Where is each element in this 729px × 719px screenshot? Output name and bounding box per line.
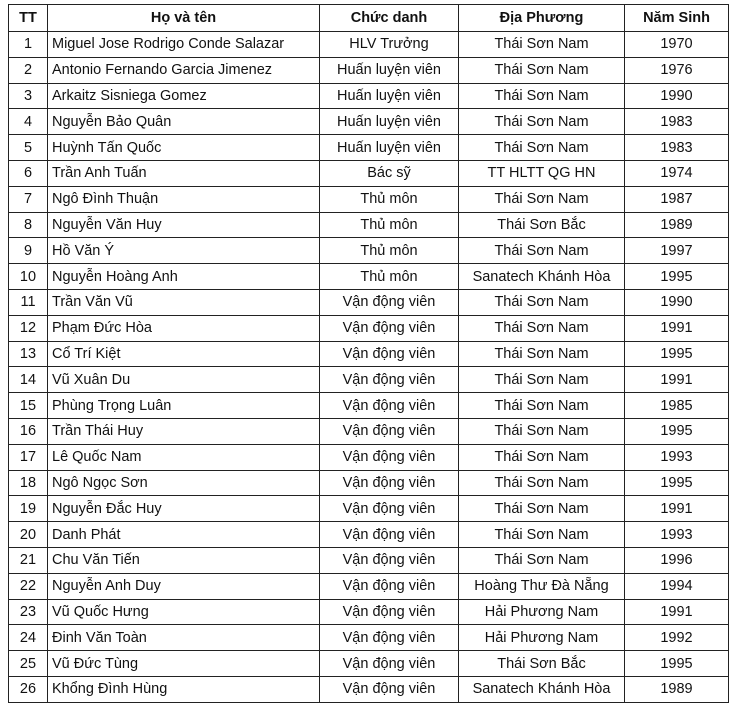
table-row xyxy=(9,341,729,367)
cell-tt: 14 xyxy=(9,367,48,393)
table-row xyxy=(9,57,729,83)
cell-name: Vũ Xuân Du xyxy=(48,367,320,393)
cell-tt: 3 xyxy=(9,83,48,109)
header-row xyxy=(9,5,729,32)
table-row xyxy=(9,367,729,393)
cell-tt: 13 xyxy=(9,341,48,367)
cell-name: Trần Văn Vũ xyxy=(48,289,320,315)
cell-year: 1995 xyxy=(625,470,729,496)
table-row xyxy=(9,83,729,109)
table-row xyxy=(9,444,729,470)
cell-role: Vận động viên xyxy=(320,599,459,625)
cell-year: 1974 xyxy=(625,160,729,186)
cell-place: Thái Sơn Nam xyxy=(459,289,625,315)
cell-year: 1983 xyxy=(625,109,729,135)
cell-place: Thái Sơn Nam xyxy=(459,57,625,83)
cell-place: Thái Sơn Nam xyxy=(459,315,625,341)
cell-role: Vận động viên xyxy=(320,470,459,496)
cell-name: Trần Anh Tuấn xyxy=(48,160,320,186)
cell-place: TT HLTT QG HN xyxy=(459,160,625,186)
cell-year: 1991 xyxy=(625,599,729,625)
cell-role: Bác sỹ xyxy=(320,160,459,186)
cell-year: 1991 xyxy=(625,496,729,522)
table-body xyxy=(9,32,729,703)
table-row xyxy=(9,676,729,702)
cell-name: Vũ Quốc Hưng xyxy=(48,599,320,625)
cell-tt: 26 xyxy=(9,676,48,702)
table-header xyxy=(9,5,729,32)
cell-place: Thái Sơn Nam xyxy=(459,83,625,109)
cell-role: Huấn luyện viên xyxy=(320,135,459,161)
table-row xyxy=(9,109,729,135)
table-row xyxy=(9,393,729,419)
cell-role: Vận động viên xyxy=(320,625,459,651)
cell-name: Phùng Trọng Luân xyxy=(48,393,320,419)
cell-year: 1987 xyxy=(625,186,729,212)
header-year: Năm Sinh xyxy=(625,5,729,32)
cell-place: Thái Sơn Nam xyxy=(459,238,625,264)
cell-place: Thái Sơn Nam xyxy=(459,367,625,393)
table-row xyxy=(9,625,729,651)
cell-place: Thái Sơn Bắc xyxy=(459,212,625,238)
cell-role: Vận động viên xyxy=(320,367,459,393)
cell-place: Thái Sơn Nam xyxy=(459,109,625,135)
cell-role: Vận động viên xyxy=(320,315,459,341)
cell-place: Thái Sơn Nam xyxy=(459,135,625,161)
cell-name: Nguyễn Hoàng Anh xyxy=(48,264,320,290)
cell-role: Vận động viên xyxy=(320,289,459,315)
cell-place: Thái Sơn Nam xyxy=(459,496,625,522)
cell-name: Ngô Đình Thuận xyxy=(48,186,320,212)
table-row xyxy=(9,470,729,496)
cell-tt: 4 xyxy=(9,109,48,135)
cell-place: Thái Sơn Nam xyxy=(459,393,625,419)
cell-name: Nguyễn Văn Huy xyxy=(48,212,320,238)
header-tt: TT xyxy=(9,5,48,32)
cell-tt: 25 xyxy=(9,651,48,677)
cell-tt: 12 xyxy=(9,315,48,341)
header-name: Họ và tên xyxy=(48,5,320,32)
cell-tt: 23 xyxy=(9,599,48,625)
cell-tt: 18 xyxy=(9,470,48,496)
cell-tt: 19 xyxy=(9,496,48,522)
cell-name: Antonio Fernando Garcia Jimenez xyxy=(48,57,320,83)
table-row xyxy=(9,599,729,625)
cell-place: Thái Sơn Bắc xyxy=(459,651,625,677)
table-row xyxy=(9,160,729,186)
cell-name: Ngô Ngọc Sơn xyxy=(48,470,320,496)
header-place: Địa Phương xyxy=(459,5,625,32)
cell-tt: 5 xyxy=(9,135,48,161)
cell-tt: 8 xyxy=(9,212,48,238)
cell-role: HLV Trưởng xyxy=(320,32,459,58)
cell-year: 1990 xyxy=(625,83,729,109)
cell-role: Huấn luyện viên xyxy=(320,83,459,109)
cell-year: 1991 xyxy=(625,315,729,341)
table-row xyxy=(9,315,729,341)
cell-name: Đinh Văn Toàn xyxy=(48,625,320,651)
cell-role: Vận động viên xyxy=(320,444,459,470)
cell-name: Phạm Đức Hòa xyxy=(48,315,320,341)
cell-role: Thủ môn xyxy=(320,186,459,212)
table-row xyxy=(9,32,729,58)
cell-place: Hoàng Thư Đà Nẵng xyxy=(459,573,625,599)
cell-name: Miguel Jose Rodrigo Conde Salazar xyxy=(48,32,320,58)
table-row xyxy=(9,289,729,315)
table-row xyxy=(9,238,729,264)
cell-role: Vận động viên xyxy=(320,522,459,548)
cell-name: Trần Thái Huy xyxy=(48,418,320,444)
table-row xyxy=(9,573,729,599)
cell-role: Vận động viên xyxy=(320,341,459,367)
cell-role: Vận động viên xyxy=(320,676,459,702)
cell-place: Sanatech Khánh Hòa xyxy=(459,264,625,290)
cell-name: Danh Phát xyxy=(48,522,320,548)
cell-tt: 24 xyxy=(9,625,48,651)
cell-tt: 9 xyxy=(9,238,48,264)
cell-tt: 21 xyxy=(9,547,48,573)
cell-name: Arkaitz Sisniega Gomez xyxy=(48,83,320,109)
cell-tt: 6 xyxy=(9,160,48,186)
roster-table xyxy=(8,4,729,703)
cell-year: 1976 xyxy=(625,57,729,83)
cell-role: Vận động viên xyxy=(320,547,459,573)
cell-role: Huấn luyện viên xyxy=(320,57,459,83)
cell-name: Khổng Đình Hùng xyxy=(48,676,320,702)
cell-year: 1990 xyxy=(625,289,729,315)
cell-year: 1995 xyxy=(625,651,729,677)
cell-year: 1995 xyxy=(625,264,729,290)
cell-year: 1996 xyxy=(625,547,729,573)
cell-role: Thủ môn xyxy=(320,238,459,264)
cell-role: Vận động viên xyxy=(320,418,459,444)
cell-year: 1994 xyxy=(625,573,729,599)
cell-role: Vận động viên xyxy=(320,651,459,677)
cell-role: Vận động viên xyxy=(320,496,459,522)
cell-year: 1995 xyxy=(625,341,729,367)
cell-name: Nguyễn Bảo Quân xyxy=(48,109,320,135)
cell-tt: 2 xyxy=(9,57,48,83)
cell-tt: 10 xyxy=(9,264,48,290)
cell-tt: 15 xyxy=(9,393,48,419)
cell-name: Vũ Đức Tùng xyxy=(48,651,320,677)
cell-name: Nguyễn Anh Duy xyxy=(48,573,320,599)
cell-year: 1989 xyxy=(625,676,729,702)
cell-name: Hồ Văn Ý xyxy=(48,238,320,264)
table-row xyxy=(9,135,729,161)
cell-tt: 1 xyxy=(9,32,48,58)
cell-place: Hải Phương Nam xyxy=(459,625,625,651)
cell-tt: 20 xyxy=(9,522,48,548)
cell-year: 1995 xyxy=(625,418,729,444)
cell-place: Thái Sơn Nam xyxy=(459,547,625,573)
cell-place: Hải Phương Nam xyxy=(459,599,625,625)
cell-year: 1989 xyxy=(625,212,729,238)
table-row xyxy=(9,496,729,522)
cell-place: Thái Sơn Nam xyxy=(459,32,625,58)
cell-place: Thái Sơn Nam xyxy=(459,444,625,470)
cell-place: Thái Sơn Nam xyxy=(459,341,625,367)
cell-year: 1992 xyxy=(625,625,729,651)
table-row xyxy=(9,522,729,548)
cell-tt: 17 xyxy=(9,444,48,470)
table-row xyxy=(9,547,729,573)
table-row xyxy=(9,212,729,238)
cell-year: 1997 xyxy=(625,238,729,264)
cell-tt: 11 xyxy=(9,289,48,315)
table-row xyxy=(9,186,729,212)
cell-role: Thủ môn xyxy=(320,212,459,238)
header-role: Chức danh xyxy=(320,5,459,32)
table-row xyxy=(9,418,729,444)
cell-name: Chu Văn Tiến xyxy=(48,547,320,573)
cell-role: Huấn luyện viên xyxy=(320,109,459,135)
cell-year: 1970 xyxy=(625,32,729,58)
cell-year: 1985 xyxy=(625,393,729,419)
cell-role: Vận động viên xyxy=(320,573,459,599)
cell-place: Thái Sơn Nam xyxy=(459,522,625,548)
cell-tt: 7 xyxy=(9,186,48,212)
cell-place: Thái Sơn Nam xyxy=(459,186,625,212)
cell-year: 1993 xyxy=(625,444,729,470)
cell-name: Cổ Trí Kiệt xyxy=(48,341,320,367)
cell-year: 1983 xyxy=(625,135,729,161)
cell-place: Thái Sơn Nam xyxy=(459,418,625,444)
cell-year: 1991 xyxy=(625,367,729,393)
table-row xyxy=(9,651,729,677)
cell-tt: 16 xyxy=(9,418,48,444)
table-row xyxy=(9,264,729,290)
cell-role: Vận động viên xyxy=(320,393,459,419)
cell-year: 1993 xyxy=(625,522,729,548)
cell-name: Nguyễn Đắc Huy xyxy=(48,496,320,522)
cell-place: Sanatech Khánh Hòa xyxy=(459,676,625,702)
cell-role: Thủ môn xyxy=(320,264,459,290)
cell-name: Huỳnh Tấn Quốc xyxy=(48,135,320,161)
cell-tt: 22 xyxy=(9,573,48,599)
cell-place: Thái Sơn Nam xyxy=(459,470,625,496)
cell-name: Lê Quốc Nam xyxy=(48,444,320,470)
